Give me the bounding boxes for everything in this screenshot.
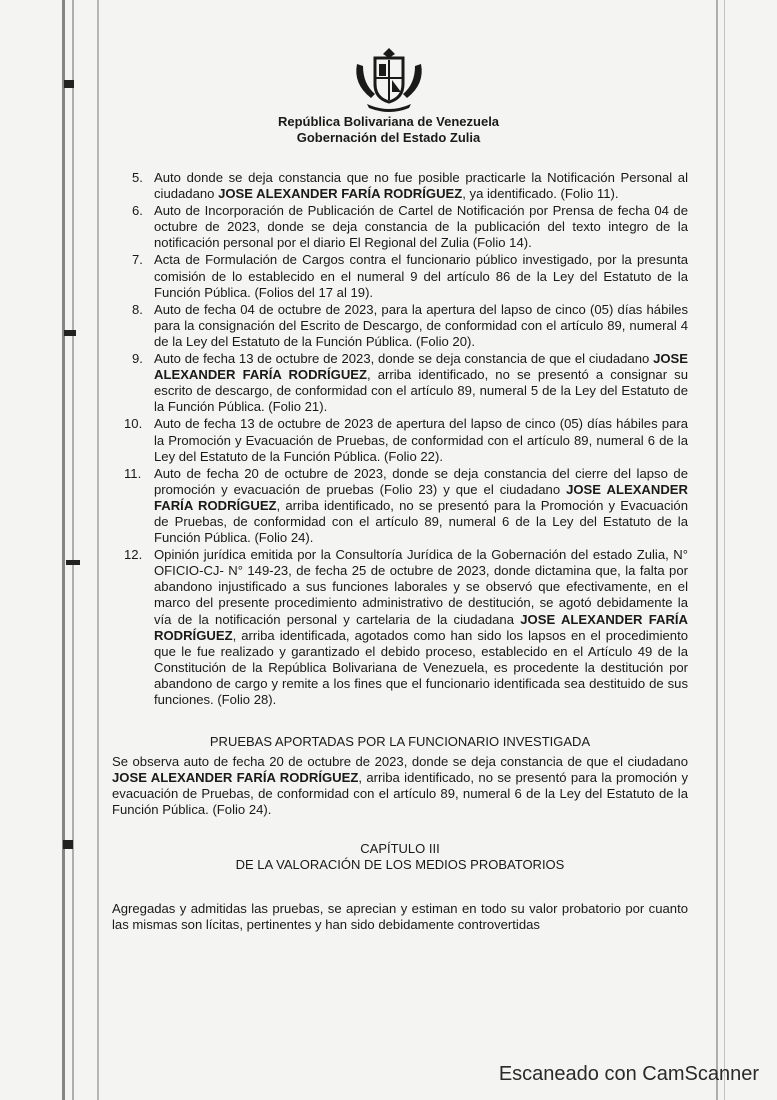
citizen-name: JOSE ALEXANDER FARÍA RODRÍGUEZ <box>112 770 359 786</box>
list-item <box>112 170 688 202</box>
document-body <box>112 170 688 933</box>
scan-edge-artifact <box>62 0 65 1100</box>
item-text: Acta de Formulación de Cargos contra el funcionario público investigado, por la presunta comisión de lo establecido en el numeral 9 del artículo 86 de la Ley del Estatuto de la Función Pública. (Folios del 17 al 19). <box>154 252 688 300</box>
header-country: República Bolivariana de Venezuela <box>277 114 500 129</box>
para-text: Se observa auto de fecha 20 de octubre de 2023, donde se deja constancia de que el ciudadano <box>112 754 688 770</box>
scan-edge-artifact <box>72 0 74 1100</box>
scan-edge-artifact <box>97 0 99 1100</box>
list-item <box>112 416 688 464</box>
chapter-title: DE LA VALORACIÓN DE LOS MEDIOS PROBATORIOS <box>235 856 565 872</box>
item-number: 11. <box>124 465 142 481</box>
list-item <box>112 547 688 708</box>
closing-paragraph: Agregadas y admitidas las pruebas, se aprecian y estiman en todo su valor probatorio por cuanto las mismas son lícitas, pertinentes y han sido debidamente controvertidas <box>112 900 688 932</box>
citizen-name: JOSE ALEXANDER FARÍA RODRÍGUEZ <box>154 481 688 513</box>
list-item <box>112 302 688 350</box>
section-heading: PRUEBAS APORTADAS POR LA FUNCIONARIO INVESTIGADA <box>209 734 591 750</box>
item-text: Opinión jurídica emitida por la Consultoría Jurídica de la Gobernación del estado Zulia, N° OFICIO-CJ- N° 149-23, de fecha 25 de octubre de 2023, donde dictamina que, la falta por abandono injustificado a sus funciones laborales y se observó que efectivamente, en el marco del presente procedimiento administrativo de destitución, se agotó debidamente la vía de la notificación personal y cartelaria de la ciudadana <box>154 547 688 627</box>
item-number: 6. <box>132 203 143 219</box>
evidence-paragraph <box>112 754 688 818</box>
item-number: 8. <box>132 301 143 317</box>
item-text: , arriba identificada, agotados como han sido los lapsos en el procedimiento que le fue realizado y garantizado el debido proceso, establecido en el Artículo 49 de la Constitución de la República Bolivariana de Venezuela, es procedente la destitución por abandono de cargo y remite a los fines que el funcionario identificada sea destituido de sus funciones. (Folio 28). <box>154 627 688 707</box>
item-text: , arriba identificado, no se presentó a consignar su escrito de descargo, de conformidad con el artículo 89, numeral 5 de la Ley del Estatuto de la Función Pública. (Folio 21). <box>154 367 688 415</box>
item-text: , arriba identificado, no se presentó para la Promoción y Evacuación de Pruebas, de conformidad con el artículo 89, numeral 6 de la Ley del Estatuto de la Función Pública. (Folio 24). <box>154 497 688 546</box>
item-number: 9. <box>132 351 143 367</box>
scan-speck <box>66 560 80 565</box>
chapter-label: CAPÍTULO III <box>360 840 440 856</box>
item-text: , ya identificado. (Folio 11). <box>462 186 619 202</box>
scan-edge-artifact <box>724 0 725 1100</box>
item-text: Auto de fecha 04 de octubre de 2023, para la apertura del lapso de cinco (05) días hábiles para la consignación del Escrito de Descargo, de conformidad con el artículo 89, numeral 4 de la Ley del Estatuto de la Función Pública. (Folio 20). <box>154 301 688 349</box>
citizen-name: JOSE ALEXANDER FARÍA RODRÍGUEZ <box>218 186 463 202</box>
item-text: Auto de fecha 13 de octubre de 2023, donde se deja constancia de que el ciudadano <box>154 351 654 367</box>
scan-speck <box>64 330 76 336</box>
list-item <box>112 351 688 415</box>
chapter-heading <box>112 841 688 873</box>
citizen-name: JOSE ALEXANDER FARÍA RODRÍGUEZ <box>154 611 688 643</box>
citizen-name: JOSE ALEXANDER FARÍA RODRÍGUEZ <box>154 351 688 383</box>
scanner-watermark: Escaneado con CamScanner <box>498 1063 759 1085</box>
para-text: , arriba identificado, no se presentó para la promoción y evacuación de Pruebas, de conformidad con el artículo 89, numeral 6 de la Ley del Estatuto de la Función Pública. (Folio 24). <box>112 770 688 818</box>
list-item <box>112 466 688 546</box>
list-item <box>112 252 688 300</box>
scan-edge-artifact <box>716 0 718 1100</box>
item-text: Auto de fecha 13 de octubre de 2023 de apertura del lapso de cinco (05) días hábiles para la Promoción y Evacuación de Pruebas, de conformidad con el artículo 89, numeral 6 de la Ley del Estatuto de la Función Pública. (Folio 22). <box>154 416 688 464</box>
list-item <box>112 203 688 251</box>
item-text: Auto de Incorporación de Publicación de Cartel de Notificación por Prensa de fecha 04 de octubre de 2023, donde se deja constancia de la publicación del texto integro de la notificación personal por el diario El Regional del Zulia (Folio 14). <box>154 203 688 251</box>
item-number: 12. <box>124 547 143 563</box>
item-number: 5. <box>132 170 143 185</box>
item-number: 10. <box>124 416 143 432</box>
document-header <box>0 44 777 146</box>
scan-speck <box>63 840 73 849</box>
record-list <box>112 170 688 708</box>
coat-of-arms-icon <box>349 44 429 114</box>
header-government: Gobernación del Estado Zulia <box>296 130 481 145</box>
item-number: 7. <box>132 252 143 268</box>
item-text: Auto de fecha 20 de octubre de 2023, donde se deja constancia del cierre del lapso de promoción y evacuación de pruebas (Folio 23) y que el ciudadano <box>154 465 688 497</box>
item-text: Auto donde se deja constancia que no fue posible practicarle la Notificación Personal al ciudadano <box>154 170 688 202</box>
